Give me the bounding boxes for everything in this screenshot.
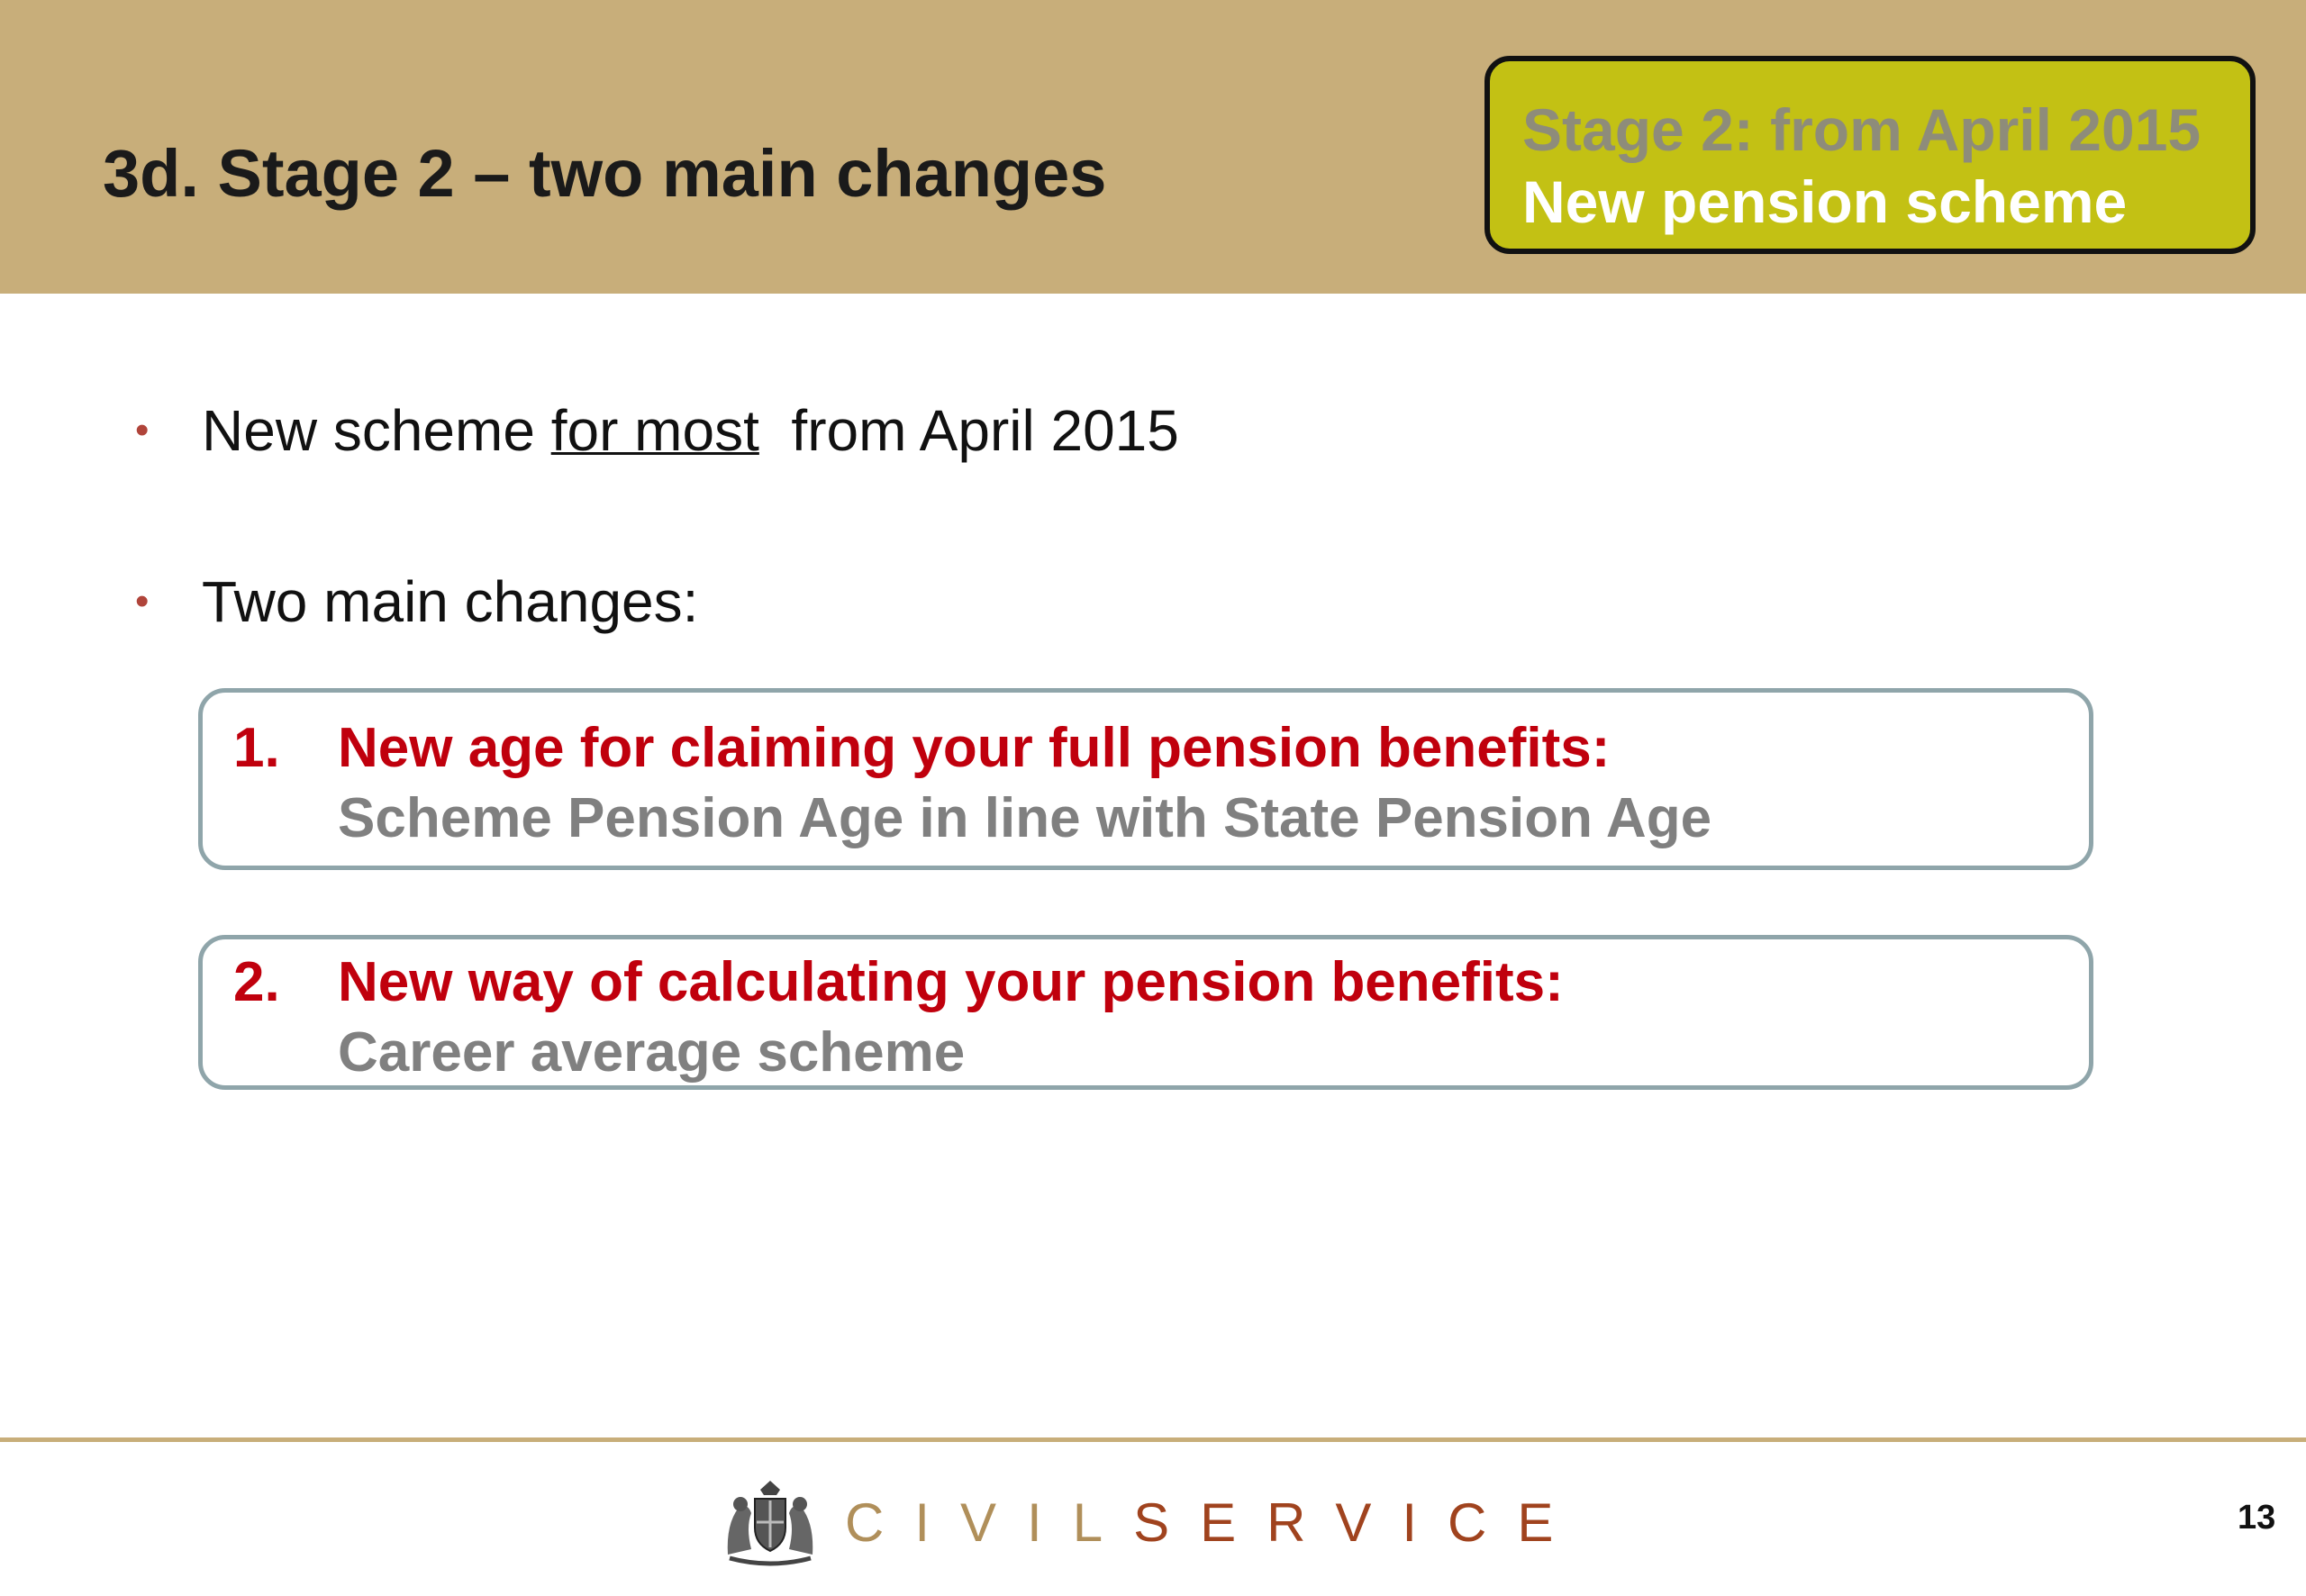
change-box-2 bbox=[198, 935, 2093, 1090]
bullet-text: Two main changes: bbox=[202, 569, 699, 634]
change-heading: New age for claiming your full pension benefits: bbox=[338, 717, 1611, 779]
change-detail: Scheme Pension Age in line with State Pension Age bbox=[338, 787, 1712, 849]
footer-divider bbox=[0, 1437, 2306, 1442]
bullet-text: New scheme for most from April 2015 bbox=[202, 398, 1179, 463]
stage-callout bbox=[1484, 56, 2256, 254]
underlined-phrase: for most bbox=[550, 398, 759, 463]
page-number: 13 bbox=[2238, 1499, 2276, 1537]
royal-coat-of-arms-icon bbox=[721, 1477, 820, 1567]
change-heading: New way of calculating your pension benefits: bbox=[338, 951, 1564, 1013]
bullet-dot-icon: • bbox=[135, 408, 150, 452]
change-detail: Career average scheme bbox=[338, 1021, 966, 1084]
civil-service-logo bbox=[721, 1477, 1584, 1567]
callout-line-scheme: New pension scheme bbox=[1522, 168, 2128, 235]
slide-title: 3d. Stage 2 – two main changes bbox=[103, 136, 1107, 211]
logo-wordmark: CIVILSERVICE bbox=[845, 1492, 1584, 1553]
change-number: 1. bbox=[233, 717, 280, 779]
change-box-1 bbox=[198, 688, 2093, 870]
bullet-dot-icon: • bbox=[135, 579, 150, 623]
callout-line-stage: Stage 2: from April 2015 bbox=[1522, 96, 2202, 163]
change-number: 2. bbox=[233, 951, 280, 1013]
